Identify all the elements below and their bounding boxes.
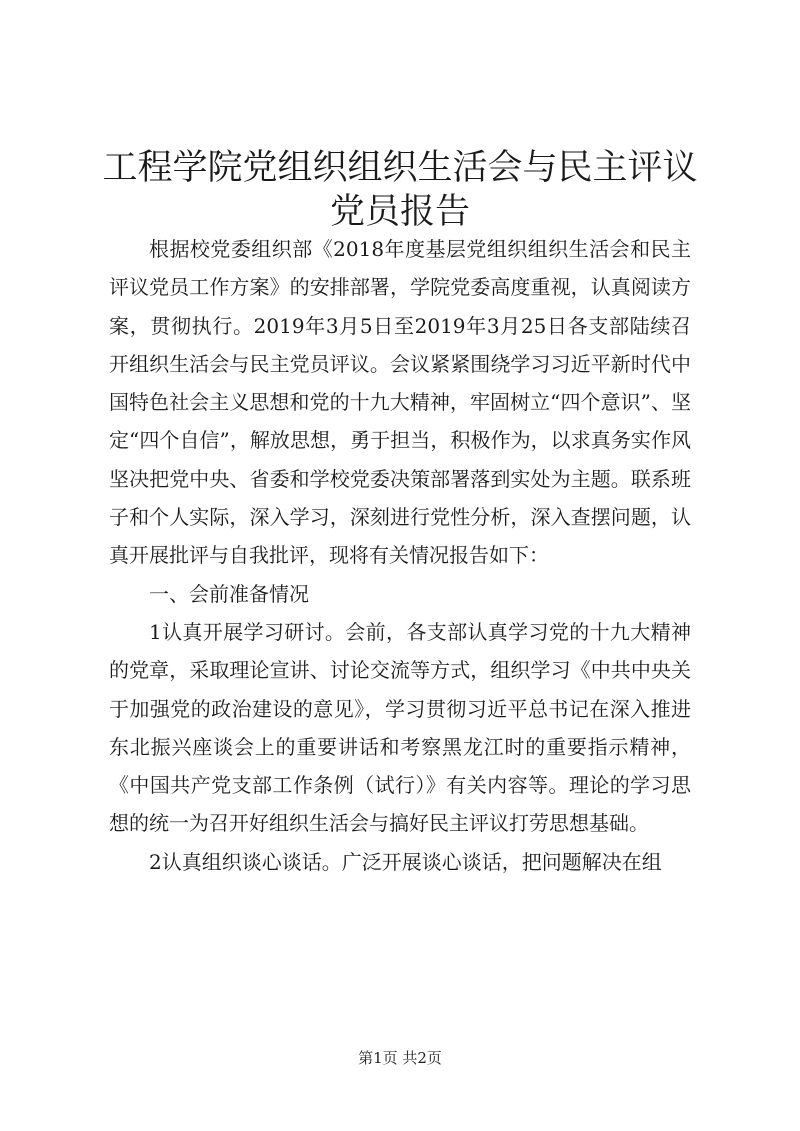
paragraph-study: 1认真开展学习研讨。会前，各支部认真学习党的十九大精神的党章，采取理论宣讲、讨论交流等方式，组织学习《中共中央关于加强党的政治建设的意见》，学习贯彻习近平总书记在深入推进东北振兴座谈会上的重要讲话和考察黑龙江时的重要指示精神，《中国共产党支部工作条例（试行）》有关内容等。理论的学习思想的统一为召开好组织生活会与搞好民主评议打劳思想基础。 [109,619,691,836]
document-body [109,230,691,881]
paragraph-intro: 根据校党委组织部《2018年度基层党组织组织生活会和民主评议党员工作方案》的安排部署，学院党委高度重视，认真阅读方案，贯彻执行。2019年3月5日至2019年3月25日各支部陆续召开组织生活会与民主党员评议。会议紧紧围绕学习习近平新时代中国特色社会主义思想和党的十九大精神，牢固树立“四个意识”、坚定“四个自信”，解放思想，勇于担当，积极作为，以求真务实作风坚决把党中央、省委和学校党委决策部署落到实处为主题。联系班子和个人实际，深入学习，深刻进行党性分析，深入查摆问题，认真开展批评与自我批评，现将有关情况报告如下： [109,237,691,568]
page-footer: 第1页 共2页 [358,1049,442,1067]
section-heading: 一、会前准备情况 [149,581,309,606]
paragraph-talks: 2认真组织谈心谈话。广泛开展谈心谈话，把问题解决在组 [149,849,662,874]
document-title: 工程学院党组织组织生活会与民主评议党员报告 [102,148,698,232]
